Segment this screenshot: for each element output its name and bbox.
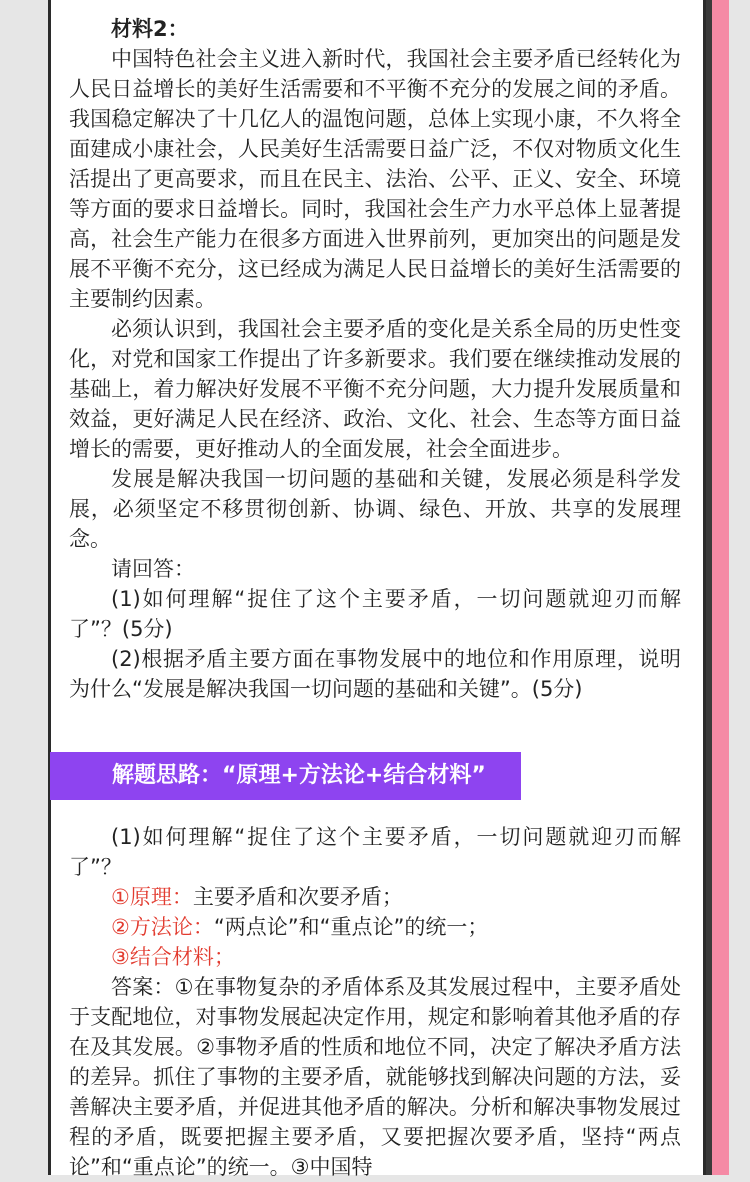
analysis-question-1: (1)如何理解“捉住了这个主要矛盾，一切问题就迎刃而解了”？	[69, 825, 681, 879]
material-paragraph-2: 必须认识到，我国社会主要矛盾的变化是关系全局的历史性变化，对党和国家工作提出了许多新要求。我们要在继续推动发展的基础上，着力解决好发展不平衡不充分问题，大力提升发展质量和效益，更好满足人民在经济、政治、文化、社会、生态等方面日益增长的需要，更好推动人的全面发展，社会全面进步。	[69, 317, 681, 461]
method-label: ②方法论：	[111, 915, 214, 939]
method-text: “两点论”和“重点论”的统一；	[213, 915, 489, 939]
answer-paragraph: 答案：①在事物复杂的矛盾体系及其发展过程中，主要矛盾处于支配地位，对事物发展起决定作用，规定和影响着其他矛盾的存在及其发展。②事物矛盾的性质和地位不同，决定了解决矛盾方法的差异。抓住了事物的主要矛盾，就能够找到解决问题的方法，妥善解决主要矛盾，并促进其他矛盾的解决。分析和解决事物发展过程的矛盾，既要把握主要矛盾，又要把握次要矛盾，坚持“两点论”和“重点论”的统一。③中国特	[69, 975, 681, 1179]
material-paragraph-1: 中国特色社会主义进入新时代，我国社会主要矛盾已经转化为人民日益增长的美好生活需要和不平衡不充分的发展之间的矛盾。我国稳定解决了十几亿人的温饱问题，总体上实现小康，不久将全面建成小康社会，人民美好生活需要日益广泛，不仅对物质文化生活提出了更高要求，而且在民主、法治、公平、正义、安全、环境等方面的要求日益增长。同时，我国社会生产力水平总体上显著提高，社会生产能力在很多方面进入世界前列，更加突出的问题是发展不平衡不充分，这已经成为满足人民日益增长的美好生活需要的主要制约因素。	[69, 47, 681, 311]
principle-text: 主要矛盾和次要矛盾；	[192, 885, 403, 909]
solution-banner: 解题思路：“原理+方法论+结合材料”	[50, 752, 521, 800]
question-intro: 请回答：	[111, 557, 195, 581]
principle-label: ①原理：	[111, 885, 193, 909]
right-decor-stripe	[711, 0, 729, 1175]
method-line	[69, 912, 681, 942]
material-section	[69, 14, 681, 704]
right-decor-border	[706, 0, 712, 1175]
material-title: 材料2：	[111, 17, 189, 41]
material-paragraph-3: 发展是解决我国一切问题的基础和关键，发展必须是科学发展，必须坚定不移贯彻创新、协调、绿色、开放、共享的发展理念。	[69, 467, 681, 551]
principle-line	[69, 882, 681, 912]
document-card	[48, 0, 706, 1179]
material-label: ③结合材料；	[111, 945, 235, 969]
question-2: (2)根据矛盾主要方面在事物发展中的地位和作用原理，说明为什么“发展是解决我国一切问题的基础和关键”。(5分)	[69, 647, 681, 701]
analysis-section	[69, 822, 681, 1182]
question-1: (1)如何理解“捉住了这个主要矛盾，一切问题就迎刃而解了”？(5分)	[69, 587, 681, 641]
material-line	[69, 942, 681, 972]
